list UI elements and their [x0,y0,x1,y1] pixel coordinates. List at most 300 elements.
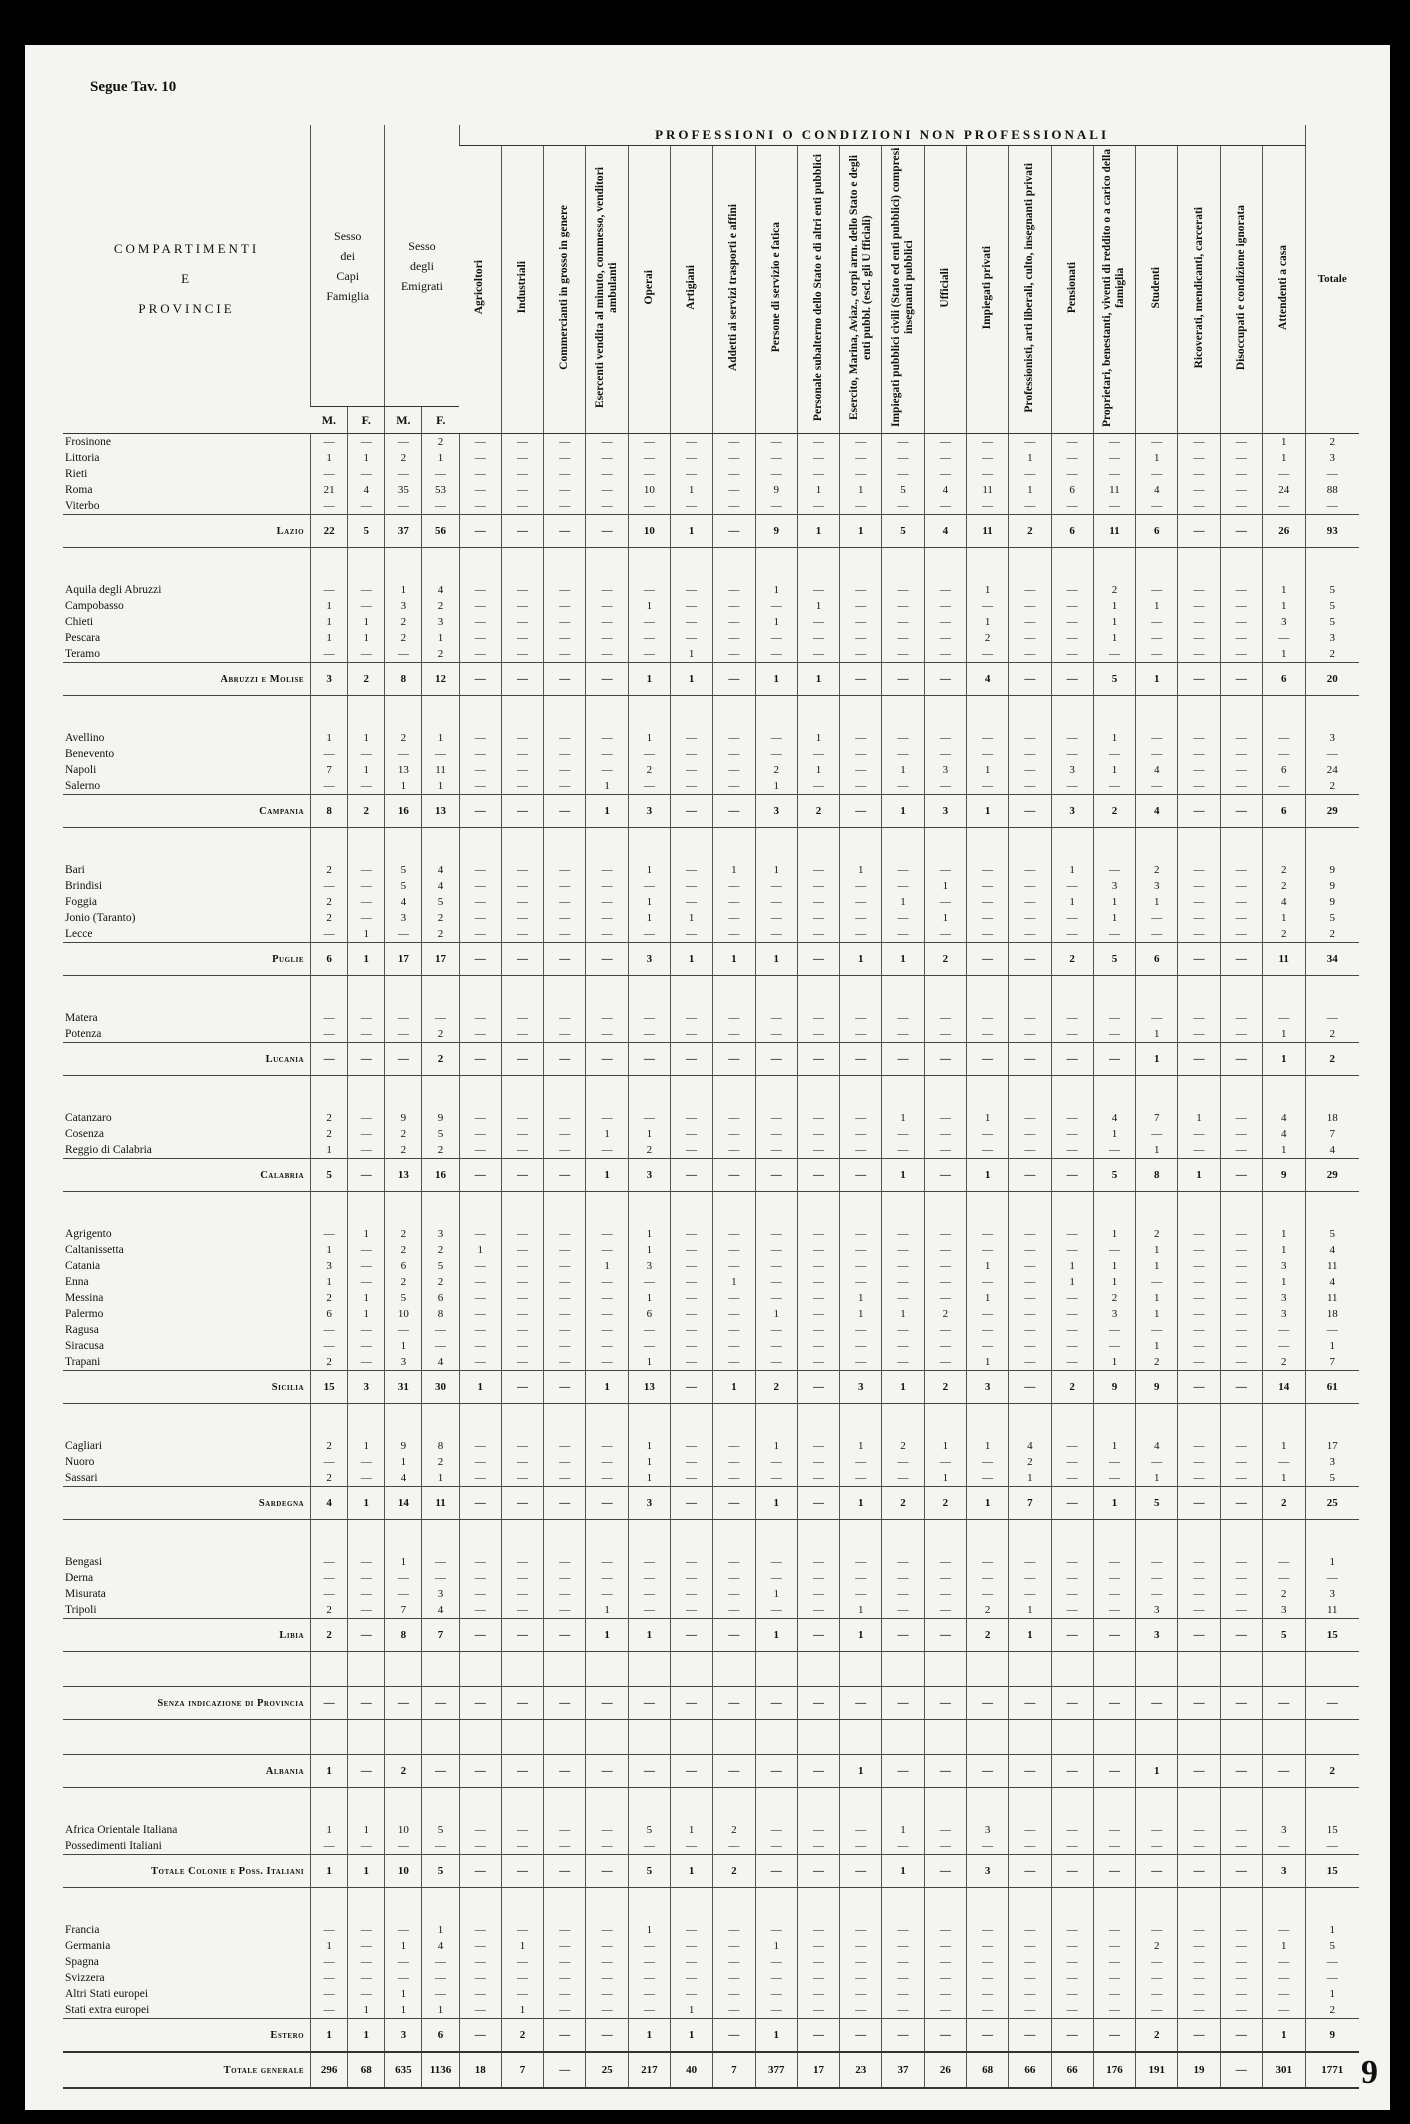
value-cell: — [797,1306,839,1322]
value-cell: 2 [966,630,1008,646]
value-cell: — [671,498,713,515]
value-cell: — [1009,910,1051,926]
value-cell: — [1220,1338,1262,1354]
value-cell: — [797,1242,839,1258]
spacer-cell [628,1520,670,1555]
value-cell: — [311,2002,348,2019]
value-cell: 3 [966,1371,1008,1404]
value-cell: 4 [422,878,459,894]
province-name: Possedimenti Italiani [65,1840,162,1852]
value-cell: — [840,1938,882,1954]
spacer-cell [311,1652,348,1687]
value-cell: — [1136,1986,1178,2002]
spacer-cell [63,828,311,863]
value-cell: 3 [1136,1619,1178,1652]
value-cell: — [882,1242,924,1258]
value-cell: 1 [422,778,459,795]
value-cell: — [882,450,924,466]
spacer-cell [671,828,713,863]
value-cell: — [713,1110,755,1126]
value-cell: — [1220,1226,1262,1242]
value-cell: — [586,926,628,943]
value-cell: 3 [385,910,422,926]
value-cell: 1 [1136,1306,1178,1322]
value-cell: 1 [755,1586,797,1602]
value-cell: — [501,1258,543,1274]
value-cell: 2 [1305,646,1359,663]
value-cell: — [501,778,543,795]
value-cell: — [1093,1338,1135,1354]
value-cell: — [1093,1938,1135,1954]
spacer-cell [1136,1404,1178,1439]
value-cell: 5 [1262,1619,1305,1652]
value-cell: — [924,1159,966,1192]
spacer-cell [422,1888,459,1923]
value-cell: — [1093,926,1135,943]
value-cell: 5 [385,878,422,894]
spacer-cell [671,696,713,731]
value-cell: — [1093,1570,1135,1586]
profession-header-label: Studenti [1150,266,1163,309]
value-cell: 1 [586,1602,628,1619]
spacer-cell [966,1404,1008,1439]
value-cell: 35 [385,482,422,498]
value-cell: — [924,663,966,696]
value-cell: — [1009,1687,1051,1720]
value-cell: 2 [422,434,459,451]
spacer-cell [882,1888,924,1923]
value-cell: 1 [348,1290,385,1306]
value-cell: 2 [1136,2019,1178,2053]
total-name: Sicilia [63,1371,311,1404]
value-cell: 1 [1262,1470,1305,1487]
spacer-cell [385,1520,422,1555]
value-cell: — [1051,1306,1093,1322]
value-cell: — [882,1258,924,1274]
value-cell: — [882,1126,924,1142]
spacer-cell [966,1520,1008,1555]
value-cell: 17 [422,943,459,976]
spacer-cell [1305,1888,1359,1923]
value-cell: 2 [1262,1354,1305,1371]
value-cell: — [459,1554,501,1570]
value-cell: — [459,943,501,976]
value-cell: 1 [882,943,924,976]
value-cell: — [671,1371,713,1404]
total-name: Lazio [63,515,311,548]
value-cell: 1 [671,663,713,696]
value-cell: 1 [311,614,348,630]
value-cell: — [713,1602,755,1619]
value-cell: — [501,482,543,498]
value-cell: 5 [348,515,385,548]
spacer-cell [755,1888,797,1923]
table-row [63,1454,1359,1470]
value-cell: 1 [385,1554,422,1570]
value-cell: — [755,1970,797,1986]
value-cell: 5 [1093,1159,1135,1192]
value-cell: 2 [713,1855,755,1888]
value-cell: — [348,498,385,515]
value-cell: — [671,1454,713,1470]
value-cell: — [1051,730,1093,746]
value-cell: — [840,746,882,762]
value-cell: — [1305,1570,1359,1586]
spacer-cell [1220,1888,1262,1923]
value-cell: — [966,1838,1008,1855]
value-cell: — [628,1838,670,1855]
value-cell: — [459,1454,501,1470]
spacer-cell [385,1888,422,1923]
spacer-cell [882,1520,924,1555]
value-cell: — [1051,1838,1093,1855]
value-cell: 4 [1305,1242,1359,1258]
value-cell: — [459,1855,501,1888]
value-cell: — [755,878,797,894]
value-cell: — [671,466,713,482]
value-cell: 3 [1136,878,1178,894]
value-cell: — [713,746,755,762]
value-cell: — [1051,1755,1093,1788]
value-cell: — [713,2002,755,2019]
value-cell: — [1136,630,1178,646]
value-cell: — [713,630,755,646]
value-cell: — [501,1454,543,1470]
value-cell: 2 [1093,582,1135,598]
value-cell: — [1009,1554,1051,1570]
value-cell: — [966,778,1008,795]
value-cell: — [1009,1110,1051,1126]
value-cell: — [586,515,628,548]
value-cell: — [385,466,422,482]
value-cell: 1 [586,1159,628,1192]
value-cell: 1 [459,1242,501,1258]
value-cell: 1 [840,1290,882,1306]
value-cell: — [586,862,628,878]
profession-header-label: Operai [642,270,655,305]
value-cell: — [671,1290,713,1306]
spacer-cell [713,548,755,583]
value-cell: — [671,778,713,795]
value-cell: — [797,646,839,663]
value-cell: 1 [628,2019,670,2053]
value-cell: 9 [1262,1159,1305,1192]
value-cell: — [422,1687,459,1720]
spacer-cell [882,1788,924,1823]
value-cell: — [671,1954,713,1970]
value-cell: — [1136,1855,1178,1888]
value-cell: 1 [1262,1274,1305,1290]
value-cell: — [459,1470,501,1487]
value-cell: — [422,1954,459,1970]
value-cell: 1 [1009,482,1051,498]
value-cell: — [1220,1855,1262,1888]
value-cell: — [501,1687,543,1720]
value-cell: 24 [1305,762,1359,778]
value-cell: — [1009,730,1051,746]
value-cell: — [348,434,385,451]
spacer-cell [311,1788,348,1823]
spacer-cell [713,1788,755,1823]
value-cell: — [459,910,501,926]
value-cell: 1 [966,1438,1008,1454]
value-cell: 61 [1305,1371,1359,1404]
value-cell: — [671,1258,713,1274]
value-cell: — [840,1010,882,1026]
profession-header-label: Proprietari, benestanti, viventi di reddito o a carico della famiglia [1101,148,1127,427]
value-cell: — [840,630,882,646]
value-cell: — [1093,2019,1135,2053]
value-cell: — [628,1274,670,1290]
value-cell: — [1178,1371,1220,1404]
value-cell: — [882,1026,924,1043]
value-cell: — [924,1338,966,1354]
value-cell: — [586,1043,628,1076]
value-cell: — [311,926,348,943]
value-cell: — [966,1142,1008,1159]
value-cell: — [1009,1822,1051,1838]
value-cell: — [459,1010,501,1026]
value-cell: — [1220,943,1262,976]
value-cell: — [1009,1159,1051,1192]
spacer-cell [966,548,1008,583]
value-cell: — [671,762,713,778]
value-cell: — [924,1938,966,1954]
value-cell: 2 [1262,1487,1305,1520]
value-cell: — [1136,1822,1178,1838]
value-cell: — [628,450,670,466]
value-cell: — [544,1838,586,1855]
value-cell: — [966,1338,1008,1354]
value-cell: — [1136,1570,1178,1586]
value-cell: — [966,1755,1008,1788]
value-cell: — [586,646,628,663]
value-cell: — [385,1043,422,1076]
value-cell: — [1093,1242,1135,1258]
table-row [63,878,1359,894]
spacer-cell [1178,1404,1220,1439]
profession-header [924,146,966,434]
value-cell: — [1051,1454,1093,1470]
value-cell: — [544,795,586,828]
value-cell: — [1262,1554,1305,1570]
spacer-cell [713,696,755,731]
value-cell: 5 [1305,1470,1359,1487]
spacer-cell [924,1520,966,1555]
value-cell: — [1220,1274,1262,1290]
value-cell: — [755,1755,797,1788]
value-cell: 2 [1305,1755,1359,1788]
value-cell: — [586,1010,628,1026]
table-row [63,1159,1359,1192]
spacer-cell [840,1192,882,1227]
value-cell: — [311,1322,348,1338]
value-cell: — [1051,1970,1093,1986]
value-cell: — [348,1322,385,1338]
value-cell: 18 [459,2052,501,2088]
value-cell: — [755,2002,797,2019]
value-cell: — [311,1687,348,1720]
value-cell: 2 [311,1126,348,1142]
value-cell: — [882,1954,924,1970]
spacer-cell [311,1076,348,1111]
value-cell: — [459,1570,501,1586]
spacer-cell [1262,1520,1305,1555]
value-cell: — [348,1338,385,1354]
value-cell: 1 [924,910,966,926]
value-cell: — [713,795,755,828]
value-cell: 2 [311,1602,348,1619]
value-cell: — [713,1986,755,2002]
province-name: Matera [65,1012,98,1024]
spacer-cell [1009,1520,1051,1555]
value-cell: 1 [1051,894,1093,910]
value-cell: — [1136,1554,1178,1570]
value-cell: 1 [966,762,1008,778]
value-cell: 1 [1136,1470,1178,1487]
value-cell: 1 [1009,450,1051,466]
value-cell: 3 [1093,1306,1135,1322]
value-cell: — [348,646,385,663]
value-cell: — [1178,1619,1220,1652]
value-cell: — [459,1159,501,1192]
value-cell: — [1093,1855,1135,1888]
value-cell: — [797,1010,839,1026]
spacer-cell [459,1520,501,1555]
value-cell: 1 [348,2019,385,2053]
value-cell: — [966,1938,1008,1954]
value-cell: — [348,1970,385,1986]
value-cell: — [797,1487,839,1520]
spacer-cell [586,828,628,863]
value-cell: — [348,1159,385,1192]
spacer-cell [1093,1720,1135,1755]
value-cell: — [755,1986,797,2002]
value-cell: — [671,1159,713,1192]
value-cell: — [385,1838,422,1855]
profession-header-label: Commercianti in grosso in genere [558,205,571,370]
value-cell: 7 [1305,1354,1359,1371]
value-cell: — [1136,646,1178,663]
province-name: Messina [65,1292,104,1304]
spacer-cell [311,828,348,863]
value-cell: 3 [348,1371,385,1404]
profession-header-label: Esercito, Marina, Aviaz., corpi arm. dello Stato e degli enti pubbl. (escl. gli U fficiali) [847,155,873,420]
value-cell: — [924,1586,966,1602]
value-cell: — [1093,746,1135,762]
value-cell: — [713,878,755,894]
value-cell: — [1009,1258,1051,1274]
value-cell: 1 [1136,598,1178,614]
value-cell: 3 [1051,795,1093,828]
value-cell: 1 [882,1371,924,1404]
value-cell: — [1178,598,1220,614]
value-cell: 1 [501,1938,543,1954]
value-cell: 1 [1136,1258,1178,1274]
value-cell: 5 [628,1855,670,1888]
spacer-cell [385,1076,422,1111]
value-cell: — [882,646,924,663]
value-cell: — [1262,1570,1305,1586]
value-cell: — [882,1354,924,1371]
value-cell: — [459,663,501,696]
value-cell: — [628,466,670,482]
value-cell: — [544,434,586,451]
table-row [63,1274,1359,1290]
value-cell: — [1093,1026,1135,1043]
value-cell: — [755,910,797,926]
value-cell: — [586,1026,628,1043]
spacer-cell [348,1788,385,1823]
value-cell: 8 [311,795,348,828]
value-cell: — [882,498,924,515]
spacer-cell [1009,976,1051,1011]
value-cell: — [348,1838,385,1855]
value-cell: 1 [755,862,797,878]
spacer-cell [1051,828,1093,863]
value-cell: 1 [840,1438,882,1454]
value-cell: 2 [422,910,459,926]
value-cell: — [501,1242,543,1258]
value-cell: — [671,730,713,746]
spacer-cell [1051,1652,1093,1687]
value-cell: — [671,1226,713,1242]
value-cell: 17 [797,2052,839,2088]
value-cell: — [1178,450,1220,466]
value-cell: — [713,1026,755,1043]
spacer-cell [755,548,797,583]
spacer-cell [586,1076,628,1111]
value-cell: 4 [1305,1142,1359,1159]
value-cell: — [671,582,713,598]
value-cell: — [348,1986,385,2002]
value-cell: — [671,894,713,910]
value-cell: — [311,1838,348,1855]
value-cell: 1 [755,582,797,598]
value-cell: — [586,2002,628,2019]
value-cell: — [840,1226,882,1242]
value-cell: — [924,582,966,598]
value-cell: — [348,910,385,926]
value-cell: 93 [1305,515,1359,548]
spacer-cell [755,1192,797,1227]
value-cell: — [755,1454,797,1470]
value-cell: 2 [1136,1226,1178,1242]
value-cell: — [1220,1354,1262,1371]
table-row [63,1043,1359,1076]
value-cell: — [966,1226,1008,1242]
value-cell: — [1220,663,1262,696]
spacer-cell [1220,1192,1262,1227]
table-row [63,1110,1359,1126]
value-cell: — [459,646,501,663]
value-cell: — [755,894,797,910]
value-cell: 1 [1262,1026,1305,1043]
value-cell: 6 [1262,762,1305,778]
value-cell: — [586,1290,628,1306]
value-cell: — [459,1026,501,1043]
value-cell: 1 [797,730,839,746]
spacer-cell [385,548,422,583]
value-cell: — [1220,1687,1262,1720]
value-cell: — [459,926,501,943]
value-cell: — [311,1922,348,1938]
value-cell: 2 [311,910,348,926]
profession-header [586,146,628,434]
value-cell: 2 [1305,434,1359,451]
value-cell: — [1262,630,1305,646]
spacer-cell [1093,1404,1135,1439]
